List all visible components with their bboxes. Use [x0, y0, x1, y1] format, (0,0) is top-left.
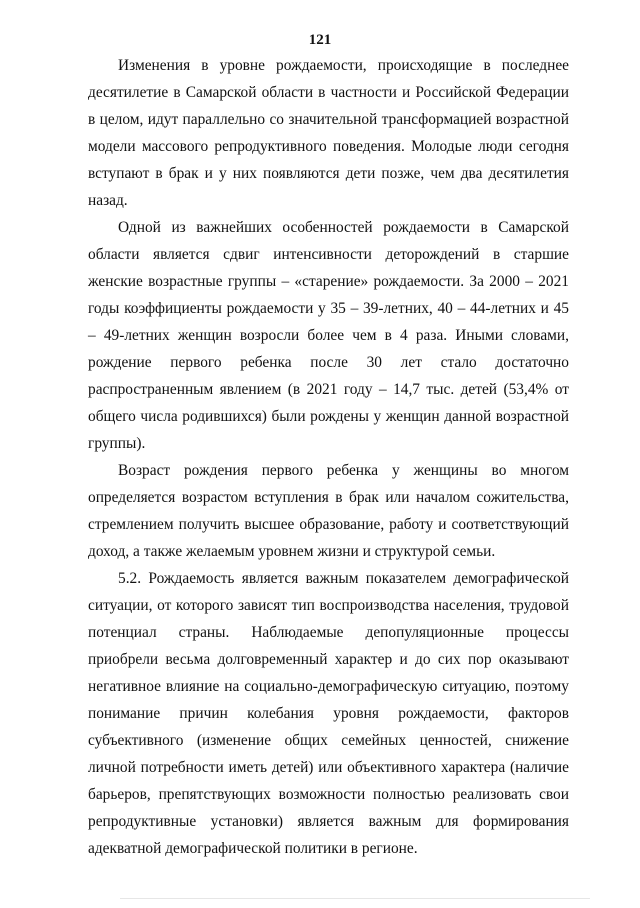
paragraph-fertility-changes: Изменения в уровне рождаемости, происходящие в последнее десятилетие в Самарской области в частности и Российской Федерации в целом, идут параллельно со значительной трансформацией возрастной модели массового репродуктивного поведения. Молодые люди сегодня вступают в брак и у них появляются дети позже, чем два десятилетия назад.	[88, 57, 569, 209]
paragraph-section-5-2: 5.2. Рождаемость является важным показателем демографической ситуации, от которого зависят тип воспроизводства населения, трудовой потенциал страны. Наблюдаемые депопуляционные процессы приобрели весьма долговременный характер и до сих пор оказывают негативное влияние на социально-демографическую ситуацию, поэтому понимание причин колебания уровня рождаемости, факторов субъективного (изменение общих семейных ценностей, снижение личной потребности иметь детей) или объективного характера (наличие барьеров, препятствующих возможности полностью реализовать свои репродуктивные установки) является важным для формирования адекватной демографической политики в регионе.	[88, 570, 569, 857]
scan-edge-line	[120, 898, 590, 899]
paragraph-first-child-age: Возраст рождения первого ребенка у женщины во многом определяется возрастом вступления в брак или началом сожительства, стремлением получить высшее образование, работу и соответствующий доход, а также желаемым уровнем жизни и структурой семьи.	[88, 462, 569, 560]
page-number: 121	[308, 32, 332, 48]
paragraph-aging-fertility: Одной из важнейших особенностей рождаемости в Самарской области является сдвиг интенсивности деторождений в старшие женские возрастные группы – «старение» рождаемости. За 2000 – 2021 годы коэффициенты рождаемости у 35 – 39-летних, 40 – 44-летних и 45 – 49-летних женщин возросли более чем в 4 раза. Иными словами, рождение первого ребенка после 30 лет стало достаточно распространенным явлением (в 2021 году – 14,7 тыс. детей (53,4% от общего числа родившихся) были рождены у женщин данной возрастной группы).	[88, 219, 569, 452]
body-text	[88, 52, 569, 862]
